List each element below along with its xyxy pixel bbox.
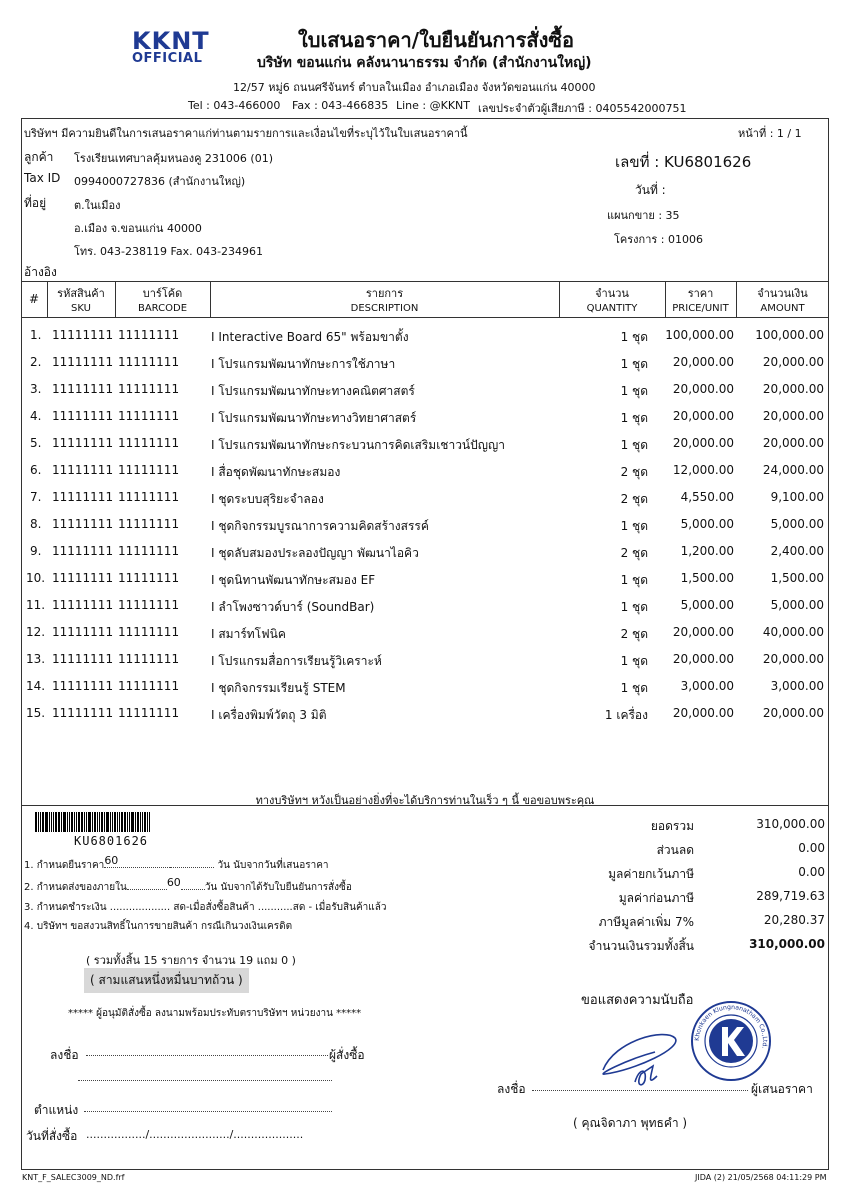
customer-address1: ต.ในเมือง [74,199,121,212]
row-price: 5,000.00 [680,598,734,612]
order-date-label: วันที่สั่งซื้อ [26,1129,78,1143]
barcode-bar [142,812,143,832]
term-1-prefix: 1. กำหนดยืนราคา [24,860,105,871]
barcode-bar [53,812,54,832]
barcode-bar [69,812,70,832]
row-price: 3,000.00 [680,679,734,693]
row-quantity: 2 ชุด [620,546,648,560]
col-price-en: PRICE/UNIT [672,303,729,314]
row-quantity: 1 ชุด [620,357,648,371]
barcode-bar [135,812,136,832]
grand-total-label: จำนวนเงินรวมทั้งสิ้น [588,939,694,953]
seller-signature [595,1030,685,1090]
row-barcode: 11111111 [118,544,180,558]
barcode-bar [55,812,57,832]
row-price: 12,000.00 [672,463,734,477]
row-amount: 20,000.00 [762,652,824,666]
table-row [22,544,828,571]
barcode-bar [99,812,100,832]
term-2 [24,876,352,895]
barcode-bar [58,812,60,832]
table-row [22,571,828,598]
row-description: I ลำโพงซาวด์บาร์ (SoundBar) [211,600,375,614]
company-fax: Fax : 043-466835 [292,99,389,112]
row-description: I โปรแกรมพัฒนาทักษะทางวิทยาศาสตร์ [211,411,417,425]
row-price: 20,000.00 [672,355,734,369]
row-number: 14. [26,679,46,693]
customer-name: โรงเรียนเทศบาลคุ้มหนองคู 231006 (01) [74,152,273,165]
row-price: 20,000.00 [672,625,734,639]
row-amount: 9,100.00 [770,490,824,504]
row-sku: 11111111 [52,382,114,396]
barcode-bar [86,812,87,832]
barcode-bar [101,812,103,832]
row-barcode: 11111111 [118,409,180,423]
row-barcode: 11111111 [118,679,180,693]
company-seal [690,1000,772,1082]
barcode-bar [144,812,146,832]
barcode-bar [84,812,85,832]
row-barcode: 11111111 [118,355,180,369]
address-label: ที่อยู่ [24,196,47,210]
term-1-suffix: วัน นับจากวันที่เสนอราคา [217,860,329,871]
term-2-prefix: 2. กำหนดส่งของภายใน [24,882,127,893]
row-amount: 40,000.00 [762,625,824,639]
barcode-bar [94,812,96,832]
col-description-en: DESCRIPTION [350,303,419,314]
row-number: 8. [30,517,42,531]
row-quantity: 1 ชุด [620,573,648,587]
row-quantity: 1 ชุด [620,654,648,668]
grand-total-value: 310,000.00 [749,937,825,951]
row-number: 11. [26,598,46,612]
row-number: 10. [26,571,46,585]
seller-signature-line [532,1090,748,1091]
company-line: Line : @KKNT [396,99,470,112]
row-description: I ชุดลับสมองประลองปัญญา พัฒนาไอคิว [211,546,419,560]
barcode-bar [45,812,48,832]
col-quantity-th: จำนวน [595,287,629,300]
seal-text: Khonkaen Klungnanatham Co.,Ltd. [693,1003,769,1050]
row-quantity: 1 ชุด [620,438,648,452]
company-logo [132,27,212,70]
row-price: 20,000.00 [672,436,734,450]
row-number: 12. [26,625,46,639]
buyer-label: ผู้สั่งซื้อ [329,1048,365,1062]
barcode-bar [137,812,139,832]
table-row [22,409,828,436]
tax-exempt-value: 0.00 [798,865,825,879]
row-sku: 11111111 [52,652,114,666]
tax-exempt-label: มูลค่ายกเว้นภาษี [608,867,694,881]
company-tel: Tel : 043-466000 [188,99,281,112]
company-address: 12/57 หมู่6 ถนนศรีจันทร์ ตำบลในเมือง อำเภอเมือง จังหวัดขอนแก่น 40000 [233,81,596,94]
barcode-bar [147,812,148,832]
row-quantity: 1 ชุด [620,519,648,533]
row-quantity: 2 ชุด [620,492,648,506]
row-description: I เครื่องพิมพ์วัตถุ 3 มิติ [211,708,327,722]
row-description: I โปรแกรมพัฒนาทักษะการใช้ภาษา [211,357,396,371]
col-number: # [28,292,40,306]
row-barcode: 11111111 [118,382,180,396]
row-number: 9. [30,544,42,558]
document-barcode [35,812,151,832]
barcode-bar [38,812,39,832]
table-row [22,463,828,490]
row-barcode: 11111111 [118,652,180,666]
row-price: 5,000.00 [680,517,734,531]
pre-tax-value: 289,719.63 [756,889,825,903]
row-sku: 11111111 [52,490,114,504]
col-amount-en: AMOUNT [760,303,805,314]
term-4: 4. บริษัทฯ ขอสงวนสิทธิ์ในการขายสินค้า กรณีเกินวงเงินเครดิต [24,921,293,932]
sales-department: แผนกขาย : 35 [607,209,680,222]
col-barcode-th: บาร์โค้ด [142,287,183,300]
barcode-bar [106,812,109,832]
table-row [22,328,828,355]
table-row [22,517,828,544]
term-1 [24,854,329,873]
approval-note: ***** ผู้อนุมัติสั่งซื้อ ลงนามพร้อมประทับตราบริษัทฯ หน่วยงาน ***** [68,1008,362,1019]
position-label: ตำแหน่ง [34,1103,79,1117]
barcode-bar [49,812,50,832]
item-count-summary: ( รวมทั้งสิ้น 15 รายการ จำนวน 19 แถม 0 ) [86,954,296,967]
row-number: 13. [26,652,46,666]
barcode-bar [119,812,120,832]
page-number: หน้าที่ : 1 / 1 [738,127,802,140]
barcode-bar [129,812,130,832]
barcode-bar [104,812,105,832]
term-1-days: 60 [104,854,119,867]
buyer-sign-label: ลงชื่อ [50,1048,79,1062]
row-sku: 11111111 [52,517,114,531]
buyer-name-line [78,1080,332,1081]
term-2-days: 60 [166,876,181,889]
row-amount: 24,000.00 [762,463,824,477]
barcode-bar [112,812,113,832]
row-price: 20,000.00 [672,706,734,720]
row-description: I โปรแกรมพัฒนาทักษะกระบวนการคิดเสริมเชาวน์ปัญญา [211,438,505,452]
document-title: ใบเสนอราคา/ใบยืนยันการสั่งซื้อ [298,28,574,52]
row-sku: 11111111 [52,679,114,693]
barcode-bar [114,812,116,832]
row-sku: 11111111 [52,706,114,720]
row-price: 100,000.00 [665,328,734,342]
term-2-suffix: วัน นับจากได้รับใบยืนยันการสั่งซื้อ [204,882,352,893]
row-number: 3. [30,382,42,396]
barcode-bar [88,812,91,832]
row-price: 20,000.00 [672,652,734,666]
row-amount: 100,000.00 [755,328,824,342]
row-amount: 2,400.00 [770,544,824,558]
row-price: 1,200.00 [680,544,734,558]
barcode-bar [40,812,41,832]
seller-sign-label: ลงชื่อ [497,1082,526,1096]
barcode-bar [149,812,150,832]
row-quantity: 1 ชุด [620,600,648,614]
row-description: I ชุดระบบสุริยะจำลอง [211,492,324,506]
col-sku-th: รหัสสินค้า [57,287,105,300]
table-row [22,436,828,463]
row-barcode: 11111111 [118,706,180,720]
barcode-bar [51,812,52,832]
row-sku: 11111111 [52,436,114,450]
row-amount: 3,000.00 [770,679,824,693]
row-number: 15. [26,706,46,720]
row-quantity: 1 ชุด [620,384,648,398]
table-row [22,706,828,733]
barcode-bar [131,812,134,832]
barcode-bar [97,812,98,832]
row-sku: 11111111 [52,598,114,612]
row-barcode: 11111111 [118,328,180,342]
barcode-bar [63,812,66,832]
total-value: 310,000.00 [756,817,825,831]
barcode-bar [42,812,44,832]
logo-line2: OFFICIAL [132,51,203,66]
col-price-th: ราคา [687,287,714,300]
row-sku: 11111111 [52,544,114,558]
closing-respect: ขอแสดงความนับถือ [581,993,694,1008]
position-line [84,1111,332,1112]
logo-line1: KKNT [132,27,210,55]
barcode-bar [121,812,123,832]
barcode-bar [124,812,126,832]
row-sku: 11111111 [52,409,114,423]
barcode-bar [74,812,75,832]
row-description: I สมาร์ทโฟนิค [211,627,286,641]
row-number: 5. [30,436,42,450]
row-number: 4. [30,409,42,423]
intro-text: บริษัทฯ มีความยินดีในการเสนอราคาแก่ท่านตามรายการและเงื่อนไขที่ระบุไว้ในใบเสนอราคานี้ [24,127,468,140]
term-3: 3. กำหนดชำระเงิน ................... สด-เมื่อสั่งซื้อสินค้า ...........สด - เมื่อรับสินค้าแล้ว [24,902,387,913]
thank-you-note: ทางบริษัทฯ หวังเป็นอย่างยิ่งที่จะได้บริการท่านในเร็ว ๆ นี้ ขอขอบพระคุณ [255,794,595,807]
col-amount-th: จำนวนเงิน [757,287,808,300]
row-quantity: 2 ชุด [620,465,648,479]
customer-label: ลูกค้า [24,150,54,164]
print-info: JIDA (2) 21/05/2568 04:11:29 PM [695,1173,827,1182]
row-barcode: 11111111 [118,571,180,585]
seller-label: ผู้เสนอราคา [751,1082,813,1096]
barcode-text: KU6801626 [74,834,149,848]
row-barcode: 11111111 [118,490,180,504]
row-amount: 20,000.00 [762,409,824,423]
row-quantity: 1 เครื่อง [604,708,648,722]
customer-phone: โทร. 043-238119 Fax. 043-234961 [74,245,264,258]
row-description: I ชุดกิจกรรมเรียนรู้ STEM [211,681,346,695]
row-description: I Interactive Board 65" พร้อมขาตั้ง [211,330,409,344]
barcode-bar [71,812,73,832]
project-code: โครงการ : 01006 [614,233,703,246]
row-barcode: 11111111 [118,598,180,612]
row-price: 1,500.00 [680,571,734,585]
taxid-label: Tax ID [24,171,61,185]
vat-value: 20,280.37 [763,913,825,927]
row-price: 4,550.00 [680,490,734,504]
vat-label: ภาษีมูลค่าเพิ่ม 7% [598,915,694,929]
row-quantity: 1 ชุด [620,411,648,425]
row-number: 7. [30,490,42,504]
total-label: ยอดรวม [650,819,694,833]
order-date-slots: ................./......................./.................... [86,1128,304,1141]
row-number: 2. [30,355,42,369]
row-quantity: 2 ชุด [620,627,648,641]
pre-tax-label: มูลค่าก่อนภาษี [618,891,694,905]
row-amount: 1,500.00 [770,571,824,585]
table-row [22,382,828,409]
table-row [22,490,828,517]
row-description: I โปรแกรมสื่อการเรียนรู้วิเคราะห์ [211,654,382,668]
barcode-bar [78,812,80,832]
table-row [22,679,828,706]
row-amount: 20,000.00 [762,355,824,369]
table-row [22,625,828,652]
row-description: I โปรแกรมพัฒนาทักษะทางคณิตศาสตร์ [211,384,415,398]
row-description: I ชุดนิทานพัฒนาทักษะสมอง EF [211,573,376,587]
row-barcode: 11111111 [118,463,180,477]
row-amount: 20,000.00 [762,436,824,450]
discount-label: ส่วนลด [656,843,694,857]
row-amount: 5,000.00 [770,598,824,612]
barcode-bar [67,812,68,832]
row-price: 20,000.00 [672,382,734,396]
row-sku: 11111111 [52,571,114,585]
form-code: KNT_F_SALEC3009_ND.frf [22,1173,125,1182]
row-number: 6. [30,463,42,477]
customer-taxid: 0994000727836 (สำนักงานใหญ่) [74,175,246,188]
table-row [22,355,828,382]
row-description: I ชุดกิจกรรมบูรณาการความคิดสร้างสรรค์ [211,519,429,533]
barcode-bar [140,812,141,832]
buyer-signature-line [86,1055,328,1056]
row-sku: 11111111 [52,328,114,342]
row-quantity: 1 ชุด [620,330,648,344]
row-barcode: 11111111 [118,517,180,531]
col-barcode-en: BARCODE [137,303,188,314]
table-row [22,652,828,679]
row-number: 1. [30,328,42,342]
customer-address2: อ.เมือง จ.ขอนแก่น 40000 [74,222,202,235]
document-date: วันที่ : [635,183,666,197]
col-sku-en: SKU [71,303,91,314]
company-name: บริษัท ขอนแก่น คลังนานาธรรม จำกัด (สำนักงานใหญ่) [257,55,592,71]
company-tax-id: เลขประจำตัวผู้เสียภาษี : 0405542000751 [478,102,687,115]
reference-label: อ้างอิง [24,265,57,279]
row-sku: 11111111 [52,625,114,639]
document-number: เลขที่ : KU6801626 [615,153,752,171]
row-sku: 11111111 [52,355,114,369]
barcode-bar [117,812,118,832]
barcode-bar [61,812,62,832]
barcode-bar [76,812,77,832]
barcode-bar [110,812,111,832]
row-sku: 11111111 [52,463,114,477]
col-description-th: รายการ [365,287,404,300]
row-price: 20,000.00 [672,409,734,423]
barcode-bar [81,812,83,832]
seller-name: ( คุณจิดาภา พุทธคำ ) [573,1116,688,1130]
barcode-bar [92,812,93,832]
row-description: I สื่อชุดพัฒนาทักษะสมอง [211,465,341,479]
discount-value: 0.00 [798,841,825,855]
row-amount: 5,000.00 [770,517,824,531]
table-row [22,598,828,625]
row-amount: 20,000.00 [762,382,824,396]
barcode-bar [127,812,128,832]
row-amount: 20,000.00 [762,706,824,720]
row-barcode: 11111111 [118,625,180,639]
row-quantity: 1 ชุด [620,681,648,695]
barcode-bar [35,812,37,832]
row-barcode: 11111111 [118,436,180,450]
amount-in-words: ( สามแสนหนึ่งหมื่นบาทถ้วน ) [84,968,249,993]
col-quantity-en: QUANTITY [586,303,638,314]
